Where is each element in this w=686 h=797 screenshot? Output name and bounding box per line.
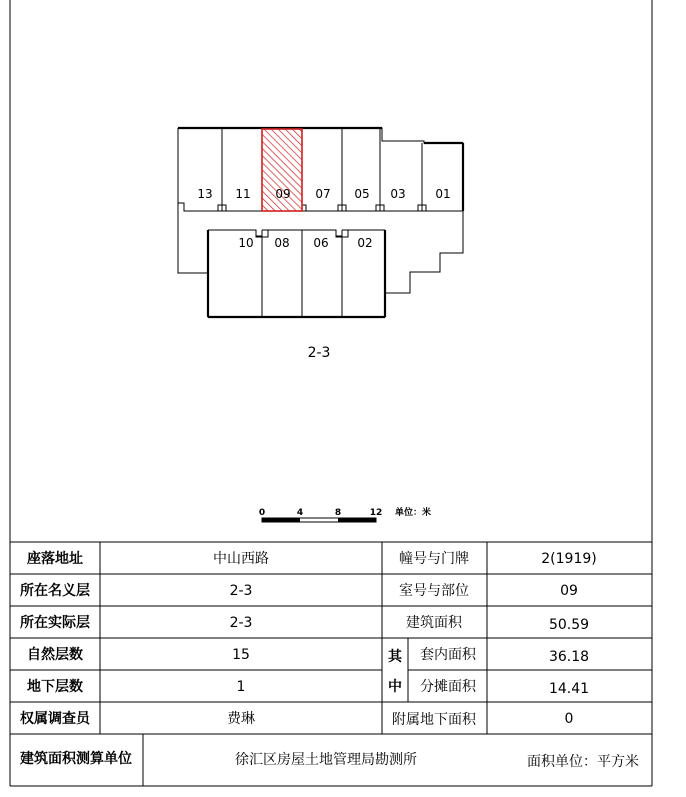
building-outline xyxy=(178,128,463,317)
actual-floor-label: 所在实际层 xyxy=(20,615,90,631)
natural-floors-value: 15 xyxy=(232,647,250,663)
scale-bar xyxy=(259,506,431,522)
room-label-06: 06 xyxy=(313,236,329,250)
building-area-label: 建筑面积 xyxy=(406,615,462,631)
surveyor-label: 权属调查员 xyxy=(20,711,90,727)
scale-tick-12: 12 xyxy=(369,508,383,518)
scale-tick-8: 8 xyxy=(334,508,342,518)
inner-area-label: 套内面积 xyxy=(420,647,476,663)
sheet-frame xyxy=(10,0,652,786)
attached-area-value: 0 xyxy=(564,711,574,727)
address-value: 中山西路 xyxy=(213,551,269,567)
nominal-floor-value: 2-3 xyxy=(229,583,253,599)
nominal-floor-label: 所在名义层 xyxy=(20,583,90,599)
address-label: 座落地址 xyxy=(27,551,83,567)
room-label-07: 07 xyxy=(315,187,331,201)
building-no-value: 2(1919) xyxy=(541,551,597,567)
inner-area-value: 36.18 xyxy=(548,649,590,665)
room-label-01: 01 xyxy=(435,187,451,201)
shared-area-value: 14.41 xyxy=(548,681,590,697)
floor-plan xyxy=(178,128,463,361)
area-unit-text: 面积单位：平方米 xyxy=(527,754,639,770)
underground-value: 1 xyxy=(236,679,246,695)
underground-label: 地下层数 xyxy=(27,679,83,695)
scale-tick-4: 4 xyxy=(296,508,304,518)
actual-floor-value: 2-3 xyxy=(229,615,253,631)
room-label-09: 09 xyxy=(275,187,291,201)
survey-unit-label: 建筑面积测算单位 xyxy=(20,751,132,767)
scale-tick-0: 0 xyxy=(258,508,266,518)
floor-label: 2-3 xyxy=(307,345,331,361)
room-label-13: 13 xyxy=(197,187,213,201)
room-value: 09 xyxy=(560,583,578,599)
among-label-1: 其 xyxy=(388,649,402,665)
building-area-value: 50.59 xyxy=(548,617,590,633)
survey-unit-value: 徐汇区房屋土地管理局勘测所 xyxy=(235,752,417,768)
room-label-02: 02 xyxy=(357,236,373,250)
among-label-2: 中 xyxy=(388,679,402,695)
surveyor-value: 费琳 xyxy=(227,711,255,727)
attached-area-label: 附属地下面积 xyxy=(392,712,476,728)
room-label-03: 03 xyxy=(390,187,406,201)
room-label: 室号与部位 xyxy=(399,583,469,599)
room-label-08: 08 xyxy=(274,236,290,250)
room-label-05: 05 xyxy=(354,187,370,201)
natural-floors-label: 自然层数 xyxy=(27,647,83,663)
shared-area-label: 分摊面积 xyxy=(420,679,476,695)
room-label-10: 10 xyxy=(238,236,254,250)
building-no-label: 幢号与门牌 xyxy=(399,551,469,567)
room-label-11: 11 xyxy=(235,187,251,201)
scale-unit: 单位：米 xyxy=(395,508,432,518)
